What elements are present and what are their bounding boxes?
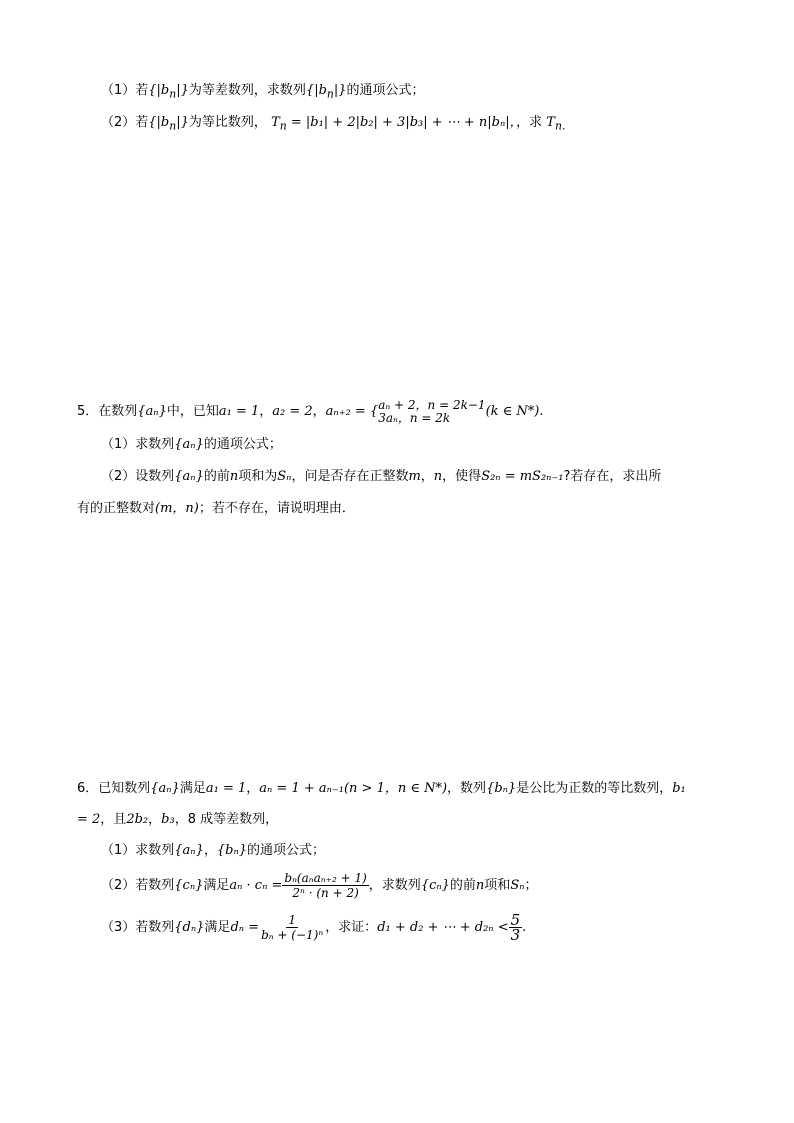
math: {dₙ}	[174, 920, 205, 935]
text: 为等比数列，	[188, 115, 267, 130]
math: n	[433, 469, 443, 484]
text: ，数列	[447, 781, 487, 796]
text: .	[522, 920, 527, 935]
math: d₁ + d₂ + ⋯ + d₂ₙ <	[377, 920, 509, 935]
text: 为等差数列，求数列	[188, 83, 306, 98]
problem6-stem-line2	[77, 811, 278, 829]
math: b₃	[161, 812, 175, 827]
denominator: 2ⁿ · (n + 2)	[292, 886, 359, 900]
math: {aₙ}	[174, 437, 204, 452]
numerator: 5	[510, 911, 521, 929]
text: ，求数列	[368, 878, 421, 893]
problem4-part2	[101, 114, 565, 136]
text: 的前	[449, 878, 476, 893]
text: （2）若数列	[101, 878, 175, 893]
problem5-stem	[77, 398, 543, 426]
text: 有的正整数对	[77, 501, 156, 516]
math: {aₙ}	[150, 781, 180, 796]
math: m	[408, 469, 421, 484]
text: 满足	[203, 878, 230, 893]
numerator: 1	[288, 913, 296, 927]
case: aₙ + 2，n = 2k−1	[378, 397, 486, 412]
case: 3aₙ，n = 2k	[378, 410, 451, 425]
denominator: 3	[510, 926, 521, 944]
math: 2b₂	[126, 812, 149, 827]
text: 是公比为正数的等比数列，	[516, 781, 673, 796]
numerator: bₙ(aₙaₙ₊₂ + 1)	[284, 871, 367, 885]
text: ；若不存在，请说明理由．	[198, 501, 355, 516]
problem5-part1	[101, 436, 282, 454]
problem6-part3	[101, 910, 526, 946]
text: ，使得	[442, 469, 482, 484]
math: $\{|b_n|\}$	[148, 83, 189, 101]
math: {bₙ}	[216, 843, 247, 858]
text: 项和为	[238, 469, 278, 484]
text: 的通项公式；	[247, 843, 326, 858]
math: {bₙ}	[486, 781, 517, 796]
text: 6．已知数列	[77, 781, 151, 796]
text: ；	[524, 878, 538, 893]
text: ，	[420, 469, 434, 484]
math: (k ∈ N*).	[485, 404, 544, 419]
text: ，求证：	[325, 920, 378, 935]
math-formula: $T_n = |b_1| + 2|b_2| + 3|b_3|$ + ⋯ + n|bₙ|，	[271, 115, 517, 133]
text: ，	[148, 812, 162, 827]
problem4-part1	[101, 82, 425, 104]
text: ，	[259, 404, 273, 419]
math: a₂ = 2	[272, 404, 313, 419]
math: {cₙ}	[174, 878, 204, 893]
text: 的通项公式；	[203, 437, 282, 452]
math: $\{|b_n|\}$	[305, 83, 347, 101]
text: （1）求数列	[101, 437, 175, 452]
math: aₙ₊₂ = {	[325, 404, 379, 419]
text: 的通项公式；	[346, 83, 425, 98]
math: Sₙ	[510, 878, 525, 893]
text: （2）若	[101, 115, 149, 130]
text: 项和	[484, 878, 511, 893]
text: 中，已知	[166, 404, 219, 419]
text: 的前	[203, 469, 230, 484]
text: 满足	[204, 920, 231, 935]
math: n	[229, 469, 239, 484]
text: ，	[203, 843, 217, 858]
fraction	[509, 913, 523, 942]
math: $\{|b_n|\}$	[148, 115, 189, 133]
text: ，	[312, 404, 326, 419]
math: dₙ =	[230, 920, 260, 935]
text: （1）求数列	[101, 843, 175, 858]
problem6-part1	[101, 842, 325, 860]
fraction	[282, 871, 368, 900]
text: ，且	[100, 812, 127, 827]
math: S₂ₙ = mS₂ₙ₋₁	[481, 469, 564, 484]
text: ，问是否存在正整数	[291, 469, 409, 484]
math: {aₙ}	[174, 469, 204, 484]
math: Sₙ	[277, 469, 292, 484]
text: 5．在数列	[77, 404, 138, 419]
problem6-part2	[101, 868, 538, 904]
text: （3）若数列	[101, 920, 175, 935]
text: （2）设数列	[101, 469, 175, 484]
text: ?若存在，求出所	[563, 469, 662, 484]
text: ，	[246, 781, 260, 796]
problem5-part2-line2	[77, 500, 355, 518]
math: {cₙ}	[420, 878, 450, 893]
text: ，求	[516, 115, 547, 130]
math: n	[475, 878, 485, 893]
math: b₁	[672, 781, 686, 796]
piecewise-cases	[378, 399, 485, 425]
math: a₁ = 1	[218, 404, 260, 419]
math: a₁ = 1	[205, 781, 247, 796]
math: (m，n)	[155, 501, 199, 516]
math: {aₙ}	[137, 404, 167, 419]
problem5-part2	[101, 468, 661, 486]
text: （1）若	[101, 83, 149, 98]
math: $T_{n.}$	[546, 115, 566, 133]
math: = 2	[77, 812, 101, 827]
text: ，8 成等差数列，	[174, 812, 279, 827]
fraction	[259, 913, 325, 942]
denominator: bₙ + (−1)ⁿ	[261, 928, 324, 942]
math: aₙ = 1 + aₙ₋₁(n > 1，n ∈ N*)	[259, 781, 448, 796]
problem6-stem	[77, 780, 686, 798]
math: aₙ · cₙ =	[229, 878, 283, 893]
math: {aₙ}	[174, 843, 204, 858]
text: 满足	[179, 781, 206, 796]
